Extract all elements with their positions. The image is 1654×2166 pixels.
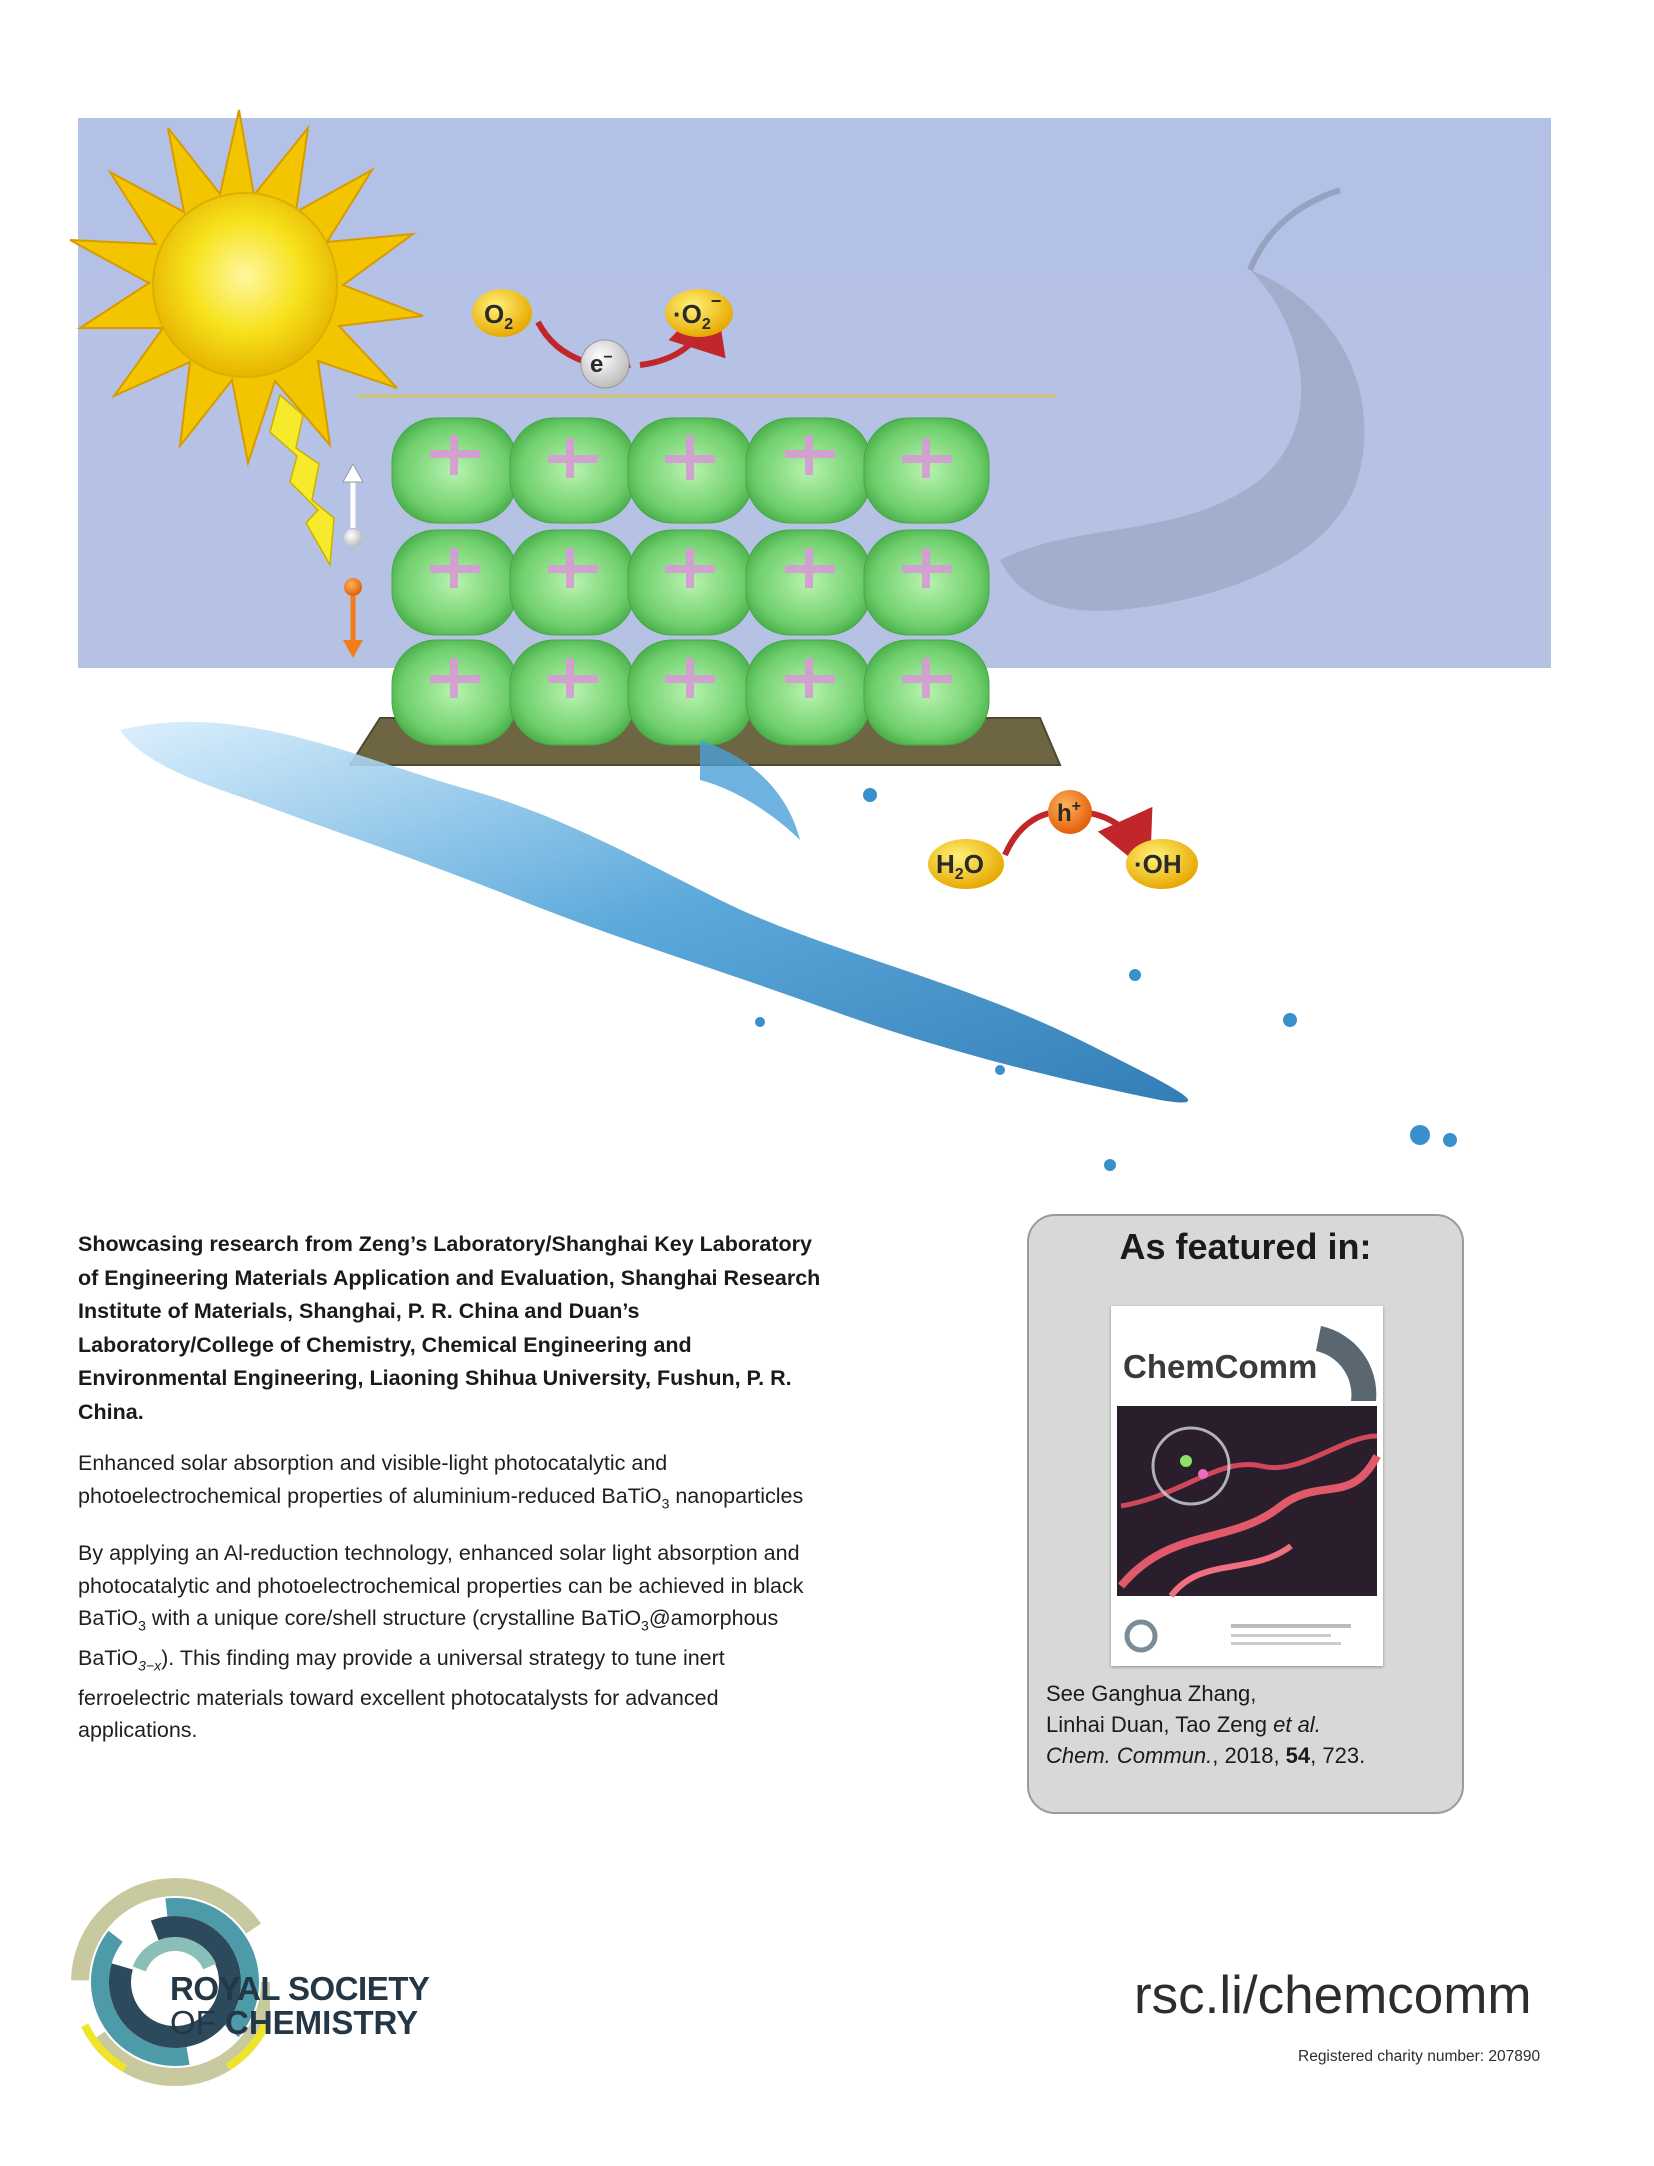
reduction-reaction (472, 289, 733, 388)
article-abstract: By applying an Al-reduction technology, enhanced solar light absorption and photocatalytic and photoelectrochemical properties can be achieved in black BaTiO$_3$ with a unique core/shell structure (crystalline BaTiO$_3$@amorphous BaTiO$_{3-x}$). This finding may provide a universal strategy to tune inert ferroelectric materials toward excellent photocatalysts for advanced applications. (78, 1541, 804, 1743)
superoxide-label: $\cdot O_2^-$ (673, 291, 722, 333)
hydroxyl-label: ·OH (1134, 849, 1182, 879)
sun-icon (70, 110, 423, 463)
journal-cover[interactable] (1111, 1306, 1383, 1666)
journal-url-link[interactable]: rsc.li/chemcomm (1134, 1966, 1532, 2025)
cover-artwork (1111, 1306, 1383, 1666)
oxidation-reaction (928, 790, 1198, 889)
nanoparticle-grid (392, 418, 989, 745)
rsc-logo-line2: OF CHEMISTRY (170, 2004, 419, 2041)
o2-label: $O_2$ (484, 299, 514, 333)
water-molecule-label: $H_2O$ (936, 849, 984, 883)
charity-number: Registered charity number: 207890 (1298, 2048, 1541, 2065)
description-column (78, 1228, 838, 1765)
water-splash-lower (120, 722, 1457, 1171)
rsc-logo-line1: ROYAL SOCIETY (170, 1970, 430, 2007)
electron-label: e− (590, 349, 613, 378)
featured-in-box (1027, 1214, 1464, 1814)
featured-heading: As featured in: (1119, 1226, 1372, 1267)
journal-cover-title: ChemComm (1123, 1348, 1318, 1385)
excitation-arrows (343, 464, 363, 658)
showcase-text: Showcasing research from Zeng’s Laboratory/Shanghai Key Laboratory of Engineering Materials Application and Evaluation, Shanghai Research Institute of Materials, Shanghai, P. R. China and Duan’s Laboratory/College of Chemistry, Chemical Engineering and Environmental Engineering, Liaoning Shihua University, Fushun, P. R. China. (78, 1232, 821, 1424)
hole-label: h+ (1057, 798, 1082, 827)
article-title: Enhanced solar absorption and visible-light photocatalytic and photoelectrochemical properties of aluminium-reduced BaTiO$_3$ nanoparticles (78, 1451, 804, 1511)
featured-reference: See Ganghua Zhang, Linhai Duan, Tao Zeng et al. Chem. Commun., 2018, 54, 723. (1046, 1681, 1366, 1768)
water-splash-upper (1000, 190, 1364, 611)
